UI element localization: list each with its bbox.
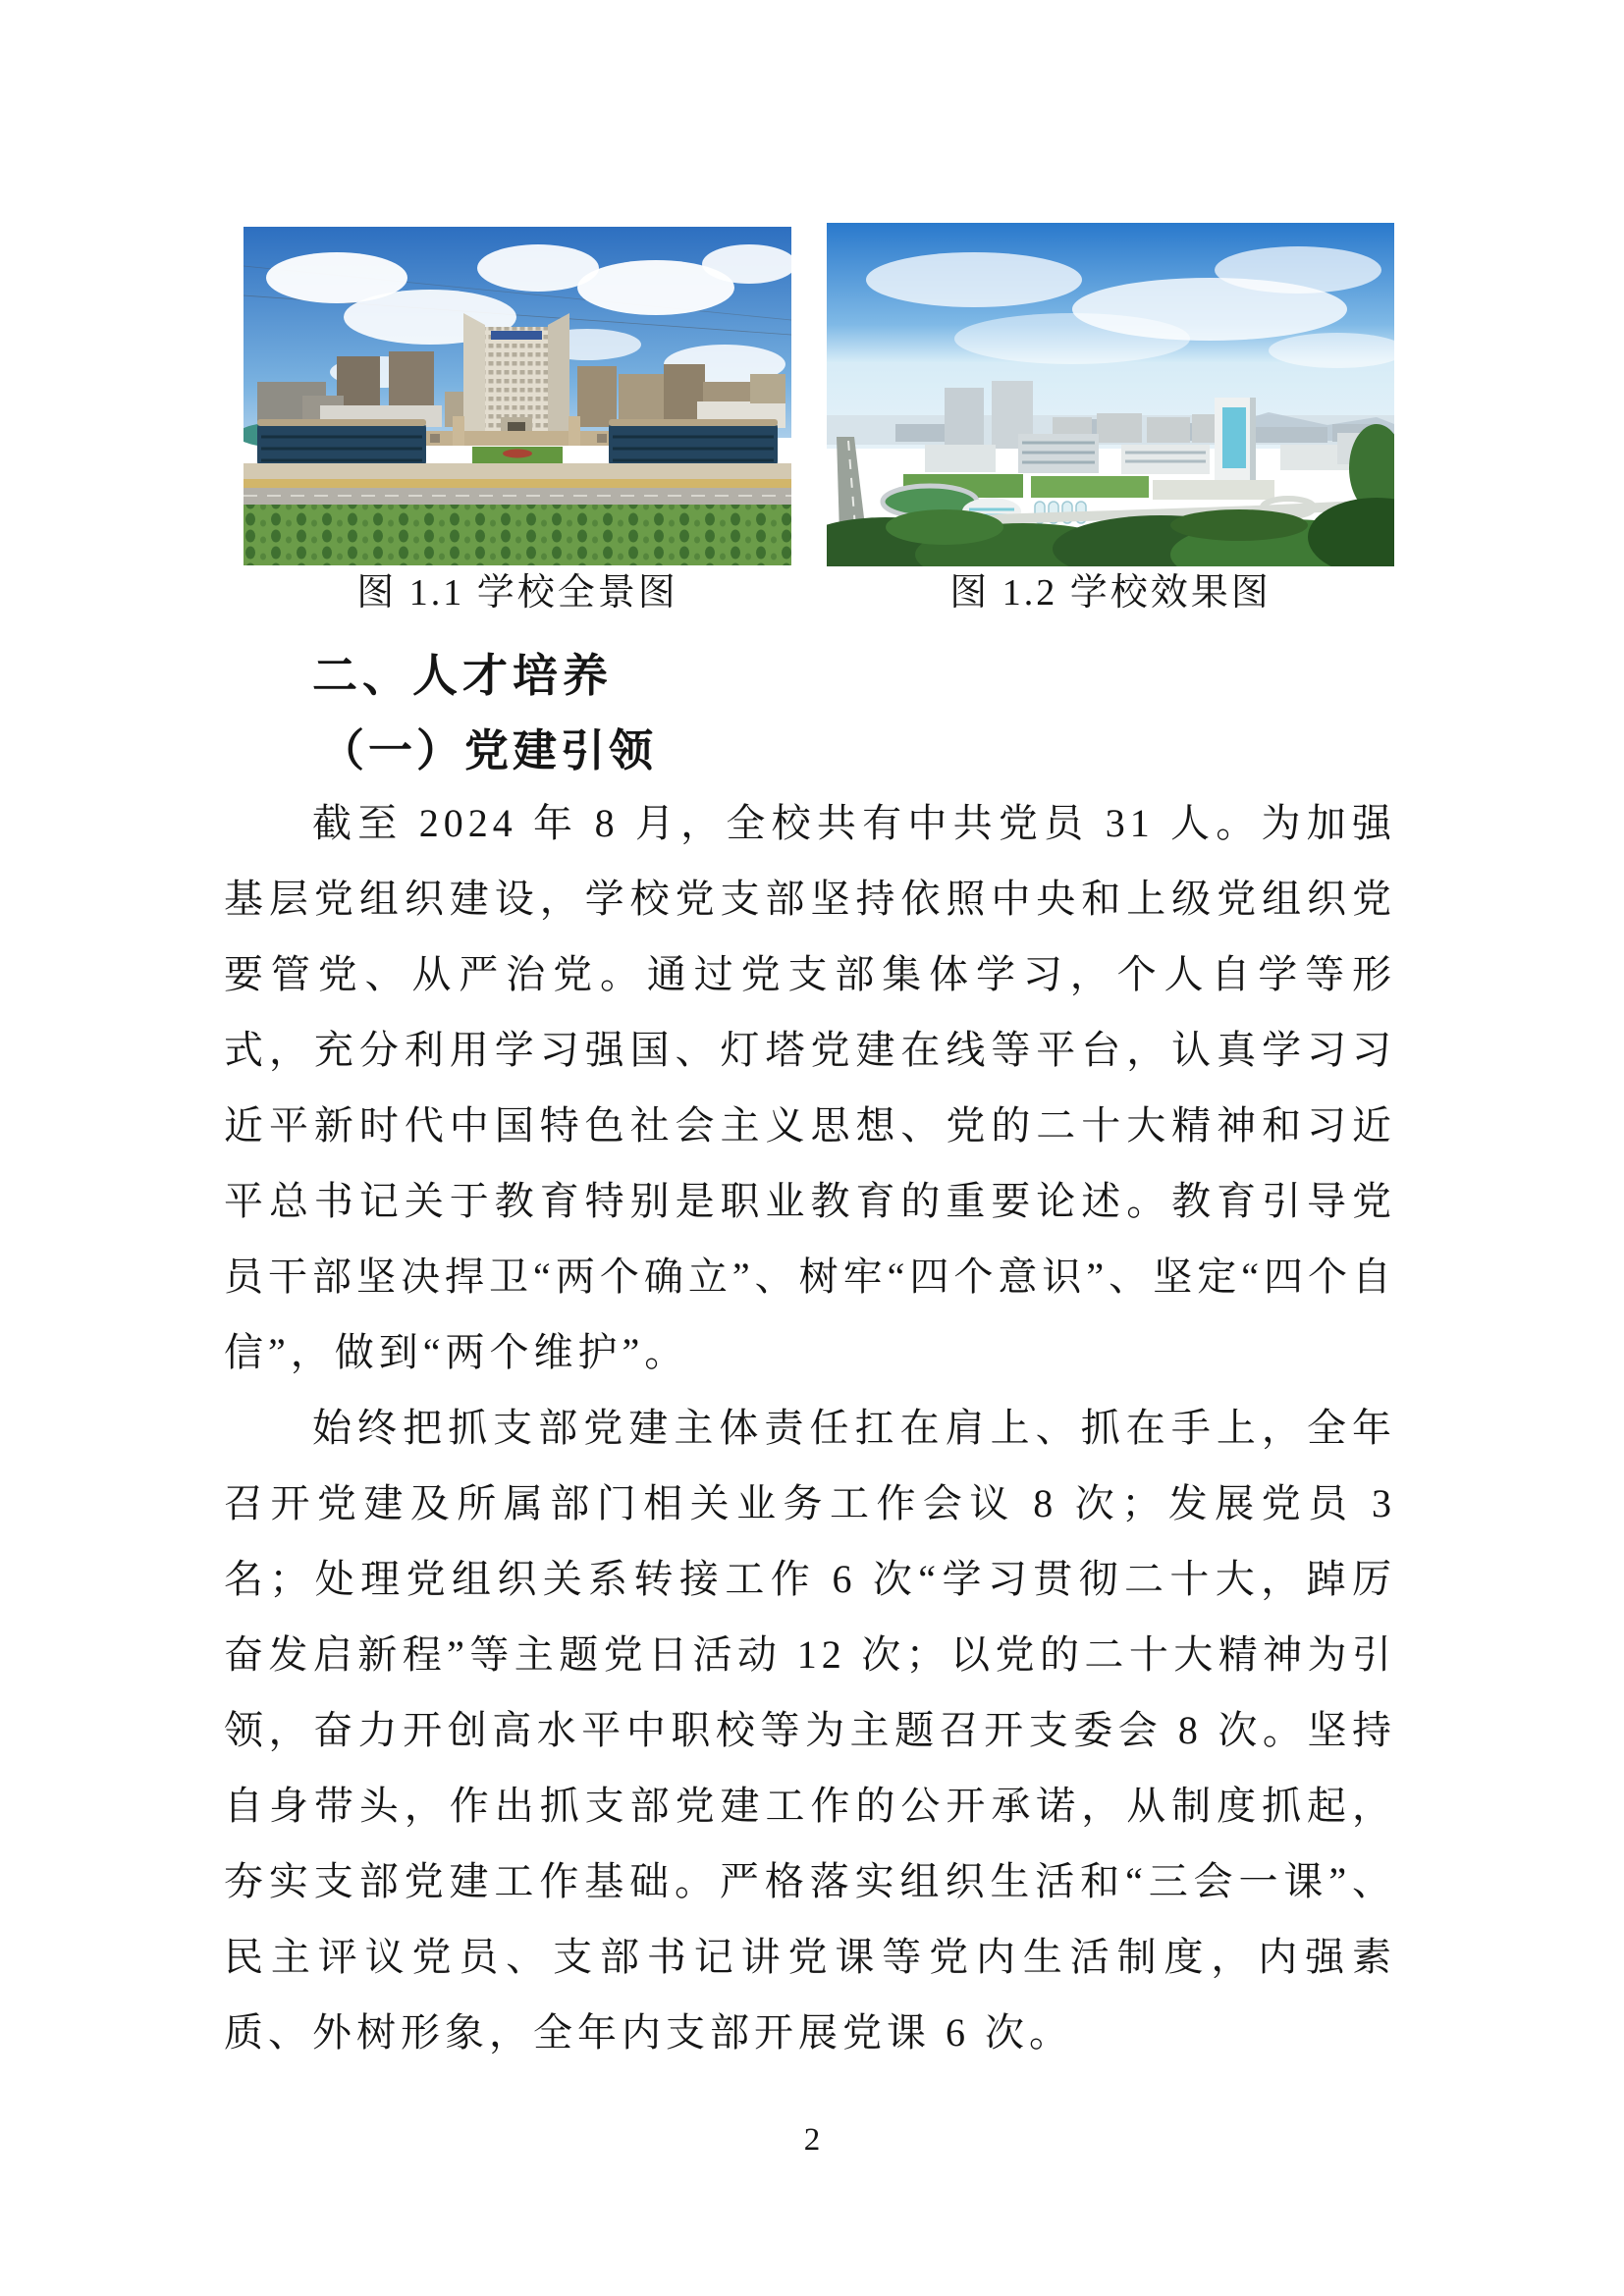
school-panorama-photo <box>244 227 791 565</box>
figure-1-2-caption: 图 1.2 学校效果图 <box>949 572 1272 614</box>
body-text <box>224 785 1396 2070</box>
section-heading: 二、人才培养 <box>312 650 613 701</box>
figure-1-1-caption: 图 1.1 学校全景图 <box>356 572 678 614</box>
subsection-heading: （一）党建引领 <box>320 726 658 775</box>
school-rendering-photo <box>827 223 1394 566</box>
paragraph-1: 截至 2024 年 8 月，全校共有中共党员 31 人。为加强基层党组织建设，学校党支部坚持依照中央和上级党组织党要管党、从严治党。通过党支部集体学习，个人自学等形式，充分利用学习强国、灯塔党建在线等平台，认真学习习近平新时代中国特色社会主义思想、党的二十大精神和习近平总书记关于教育特别是职业教育的重要论述。教育引导党员干部坚决捍卫“两个确立”、树牢“四个意识”、坚定“四个自信”，做到“两个维护”。 <box>224 801 1396 1374</box>
rendering-illustration <box>827 223 1394 566</box>
panorama-illustration <box>244 227 791 565</box>
page-number: 2 <box>803 2122 821 2158</box>
paragraph-2: 始终把抓支部党建主体责任扛在肩上、抓在手上，全年召开党建及所属部门相关业务工作会议 8 次；发展党员 3 名；处理党组织关系转接工作 6 次“学习贯彻二十大，踔厉奋发启新程”等主题党日活动 12 次；以党的二十大精神为引领，奋力开创高水平中职校等为主题召开支委会 8 次。坚持自身带头，作出抓支部党建工作的公开承诺，从制度抓起，夯实支部党建工作基础。严格落实组织生活和“三会一课”、民主评议党员、支部书记讲党课等党内生活制度，内强素质、外树形象，全年内支部开展党课 6 次。 <box>224 1406 1396 2055</box>
